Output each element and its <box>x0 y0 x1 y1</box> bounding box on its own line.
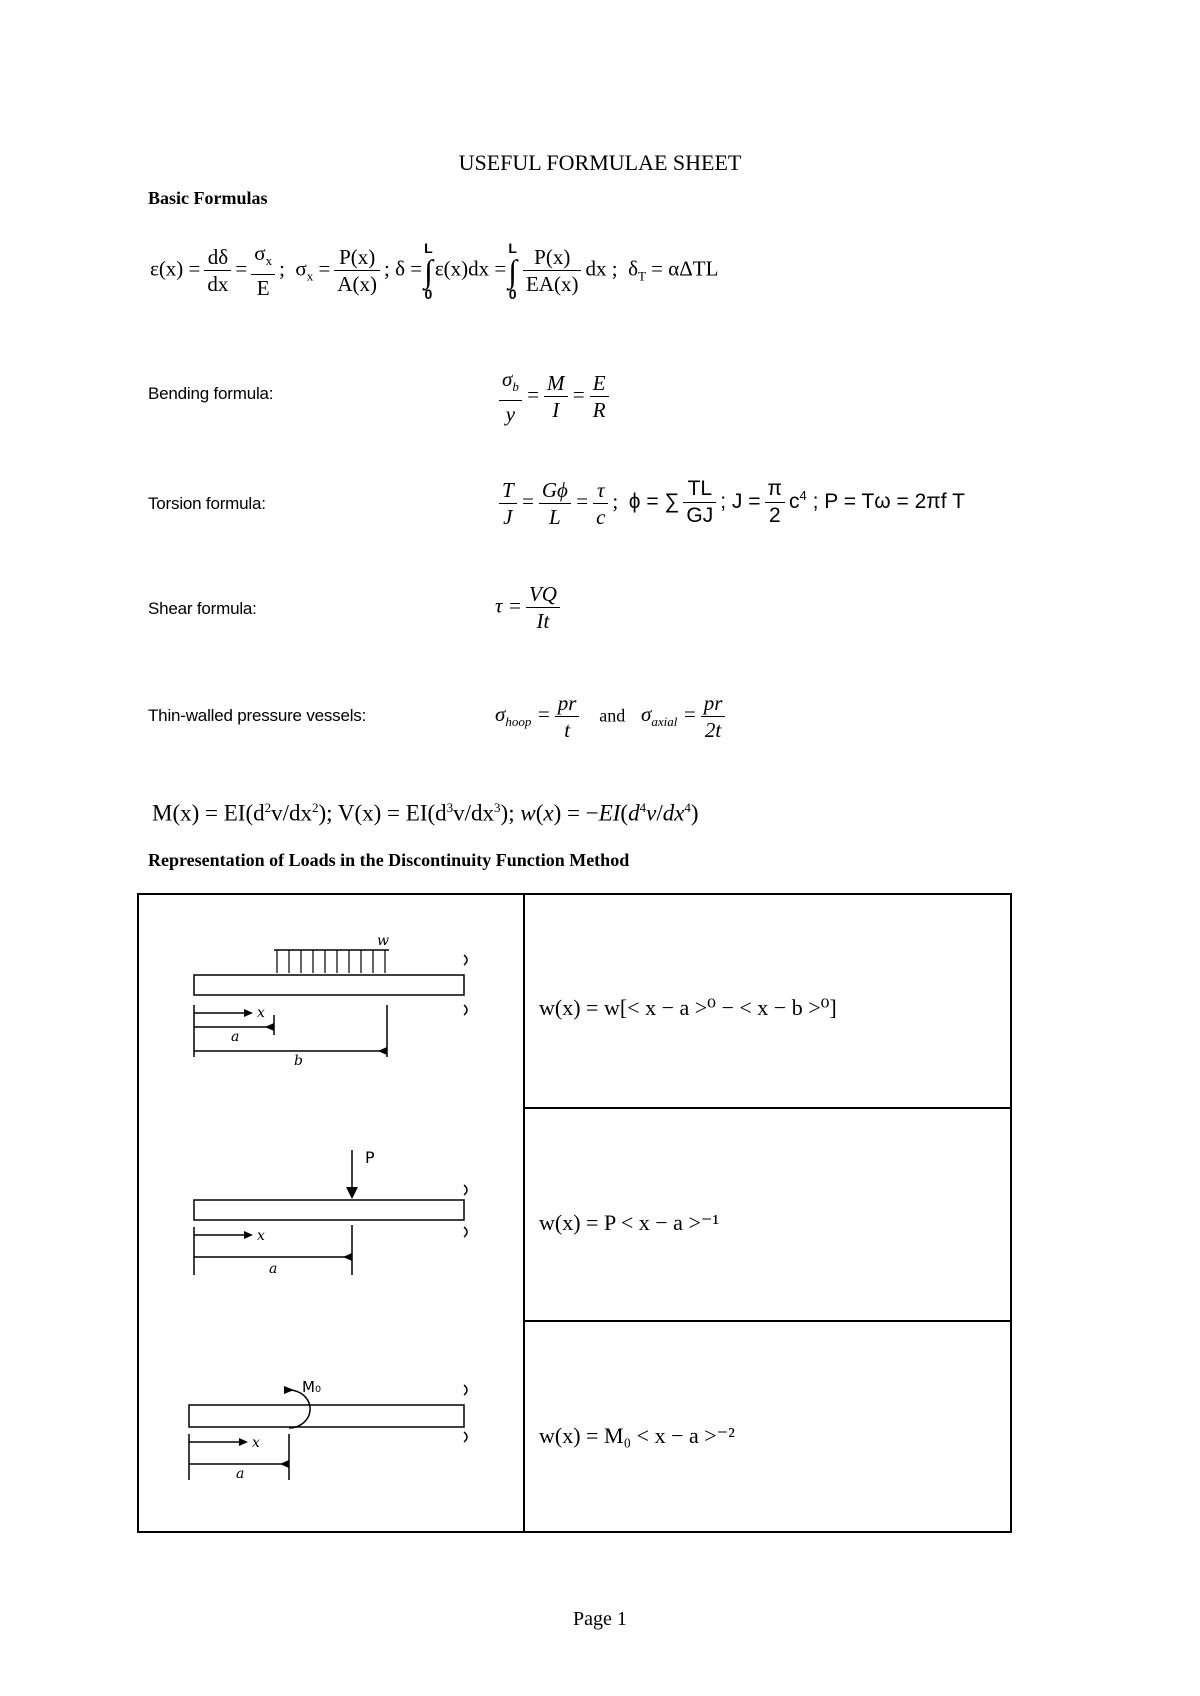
page-title: USEFUL FORMULAE SHEET <box>458 150 742 175</box>
torsion-label: Torsion formula: <box>148 494 266 513</box>
point-load-formula: w(x) = P < x − a >⁻¹ <box>539 1210 720 1235</box>
shear-label: Shear formula: <box>148 599 257 618</box>
diagram-label-b: b <box>294 1053 303 1069</box>
torsion-equation: $\frac{T}{J}$ = $\frac{G\phi}{L}$ = $\frac{\tau}{c}$ ; ϕ = ∑ $\frac{TL}{GJ}$ ; J = $\frac{\pi}{2}$ $c^4$ ; P = Tω = 2πf T <box>495 476 965 530</box>
diagram-label-x: x <box>252 1435 260 1451</box>
diagram-label-m0: M₀ <box>302 1380 321 1396</box>
table-row-divider <box>525 1320 1010 1322</box>
loads-section-heading: Representation of Loads in the Discontinuity Function Method <box>148 850 630 870</box>
table-row-divider <box>525 1107 1010 1109</box>
pressure-vessels-label: Thin-walled pressure vessels: <box>148 706 367 725</box>
moment-load-diagram <box>184 1380 484 1510</box>
table-column-divider <box>523 895 525 1531</box>
diagram-label-p: P <box>365 1148 375 1167</box>
distributed-load-diagram <box>189 935 489 1075</box>
distributed-load-formula: w(x) = w[< x − a >⁰ − < x − b >⁰] <box>539 995 837 1020</box>
loads-table <box>137 893 1012 1533</box>
basic-formulas-equation: ε(x) = $\frac{d\delta}{dx}$ = $\frac{\sigma_x}{E}$ ; $\sigma_x$ = $\frac{P(x)}{A(x)}$ ; δ = L ∫ 0 ε(x)dx = L ∫ 0 $\frac{P(x)}{EA(x)}$ dx ; $\delta_T = \alpha\Delta TL$ <box>150 239 719 302</box>
bending-equation: $\frac{\sigma_b}{y}$ = $\frac{M}{I}$ = $\frac{E}{R}$ <box>495 366 613 427</box>
diagram-label-w: w <box>377 935 389 949</box>
diagram-label-x: x <box>257 1228 265 1244</box>
pressure-vessels-equation: $\sigma_{hoop}$ = $\frac{pr}{t}$ and $\sigma_{axial}$ = $\frac{pr}{2t}$ <box>495 690 729 743</box>
moment-load-formula: w(x) = M₀ < x − a >⁻² <box>539 1423 735 1448</box>
point-load-diagram <box>189 1145 489 1285</box>
basic-formulas-heading: Basic Formulas <box>148 188 268 208</box>
beam-deflection-equation: $M(x) = EI(d^2v/dx^2)$; $V(x) = EI(d^3v/dx^3)$; $w(x) = -EI(d^4v/dx^4)$ <box>152 800 699 826</box>
shear-equation: τ = $\frac{VQ}{It}$ <box>495 581 564 634</box>
bending-label: Bending formula: <box>148 384 274 403</box>
diagram-label-x: x <box>257 1005 265 1021</box>
page-number: Page 1 <box>573 1608 627 1630</box>
diagram-label-a: a <box>269 1261 278 1277</box>
diagram-label-a: a <box>231 1029 240 1045</box>
diagram-label-a: a <box>236 1466 245 1482</box>
and-word: and <box>599 705 626 726</box>
